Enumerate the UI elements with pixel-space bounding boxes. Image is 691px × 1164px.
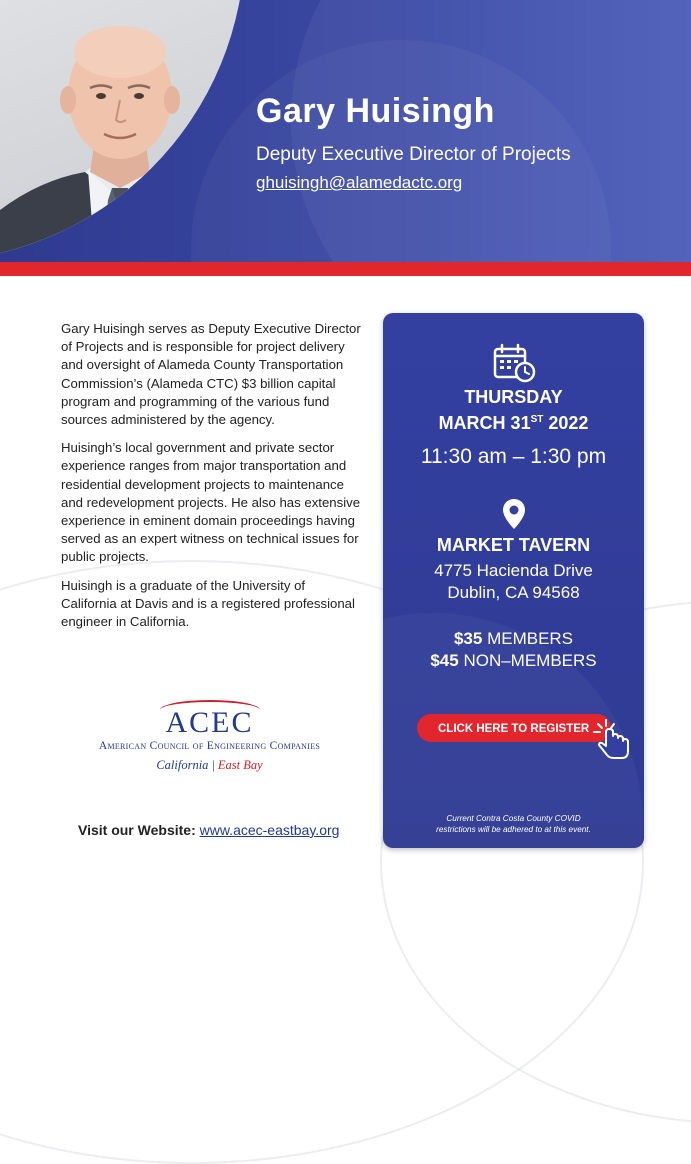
price-nonmembers-label: NON–MEMBERS (463, 651, 597, 670)
covid-notice-line1: Current Contra Costa County COVID (446, 814, 581, 823)
event-date-suffix: ST (530, 414, 544, 425)
logo-full-name: American Council of Engineering Companies (98, 740, 321, 752)
event-date (383, 413, 644, 434)
price-nonmembers (383, 651, 644, 671)
covid-notice (383, 813, 644, 835)
bio-paragraph: Gary Huisingh serves as Deputy Executive Director of Projects and is responsible for project delivery and oversight of Alameda County Transportation Commission’s (Alameda CTC) $3 billion capital program and programming of the various fund sources administered by the agency. (61, 321, 361, 428)
logo-acronym: ACEC (165, 706, 254, 739)
event-address-line1: 4775 Hacienda Drive (434, 561, 593, 580)
register-button[interactable]: CLICK HERE TO REGISTER (417, 714, 611, 742)
website-label: Visit our Website: (78, 822, 196, 838)
speaker-photo (0, 0, 245, 262)
event-date-main: MARCH 31 (438, 413, 531, 433)
price-members (383, 629, 644, 649)
header-divider (0, 262, 691, 276)
speaker-title: Deputy Executive Director of Projects (256, 144, 571, 165)
price-nonmembers-amount: $45 (430, 651, 459, 670)
website-link[interactable]: www.acec-eastbay.org (199, 822, 340, 838)
logo-region-chapter: East Bay (217, 758, 263, 772)
price-members-amount: $35 (453, 629, 483, 648)
calendar-clock-icon (492, 343, 536, 383)
logo-region (72, 758, 347, 773)
event-time: 11:30 am – 1:30 pm (420, 445, 607, 468)
map-pin-icon (502, 498, 526, 530)
price-members-label: MEMBERS (487, 629, 574, 648)
hand-pointer-icon[interactable] (592, 718, 634, 760)
logo-region-separator: | (211, 758, 215, 772)
event-details-panel (383, 313, 644, 848)
website-line (78, 822, 339, 838)
header-banner (0, 0, 691, 262)
speaker-name: Gary Huisingh (256, 92, 495, 130)
speaker-email-link[interactable]: ghuisingh@alamedactc.org (256, 173, 463, 192)
bio-paragraph: Huisingh is a graduate of the University of California at Davis and is a registered professional engineer in California. (61, 577, 355, 630)
speaker-bio (61, 320, 361, 641)
bio-paragraph: Huisingh’s local government and private sector experience ranges from major transportation and residential development projects to maintenance and redevelopment projects. He also has extensive experience in eminent domain proceedings having served as an expert witness on technical issues for public projects. (61, 440, 361, 565)
event-venue: MARKET TAVERN (436, 535, 591, 555)
event-day: THURSDAY (464, 387, 563, 407)
event-address-line2: Dublin, CA 94568 (447, 583, 580, 602)
event-date-year: 2022 (548, 413, 589, 433)
logo-arc (160, 700, 260, 720)
acec-logo (72, 700, 347, 773)
covid-notice-line2: restrictions will be adhered to at this event. (436, 825, 591, 834)
logo-region-state: California (156, 758, 209, 772)
